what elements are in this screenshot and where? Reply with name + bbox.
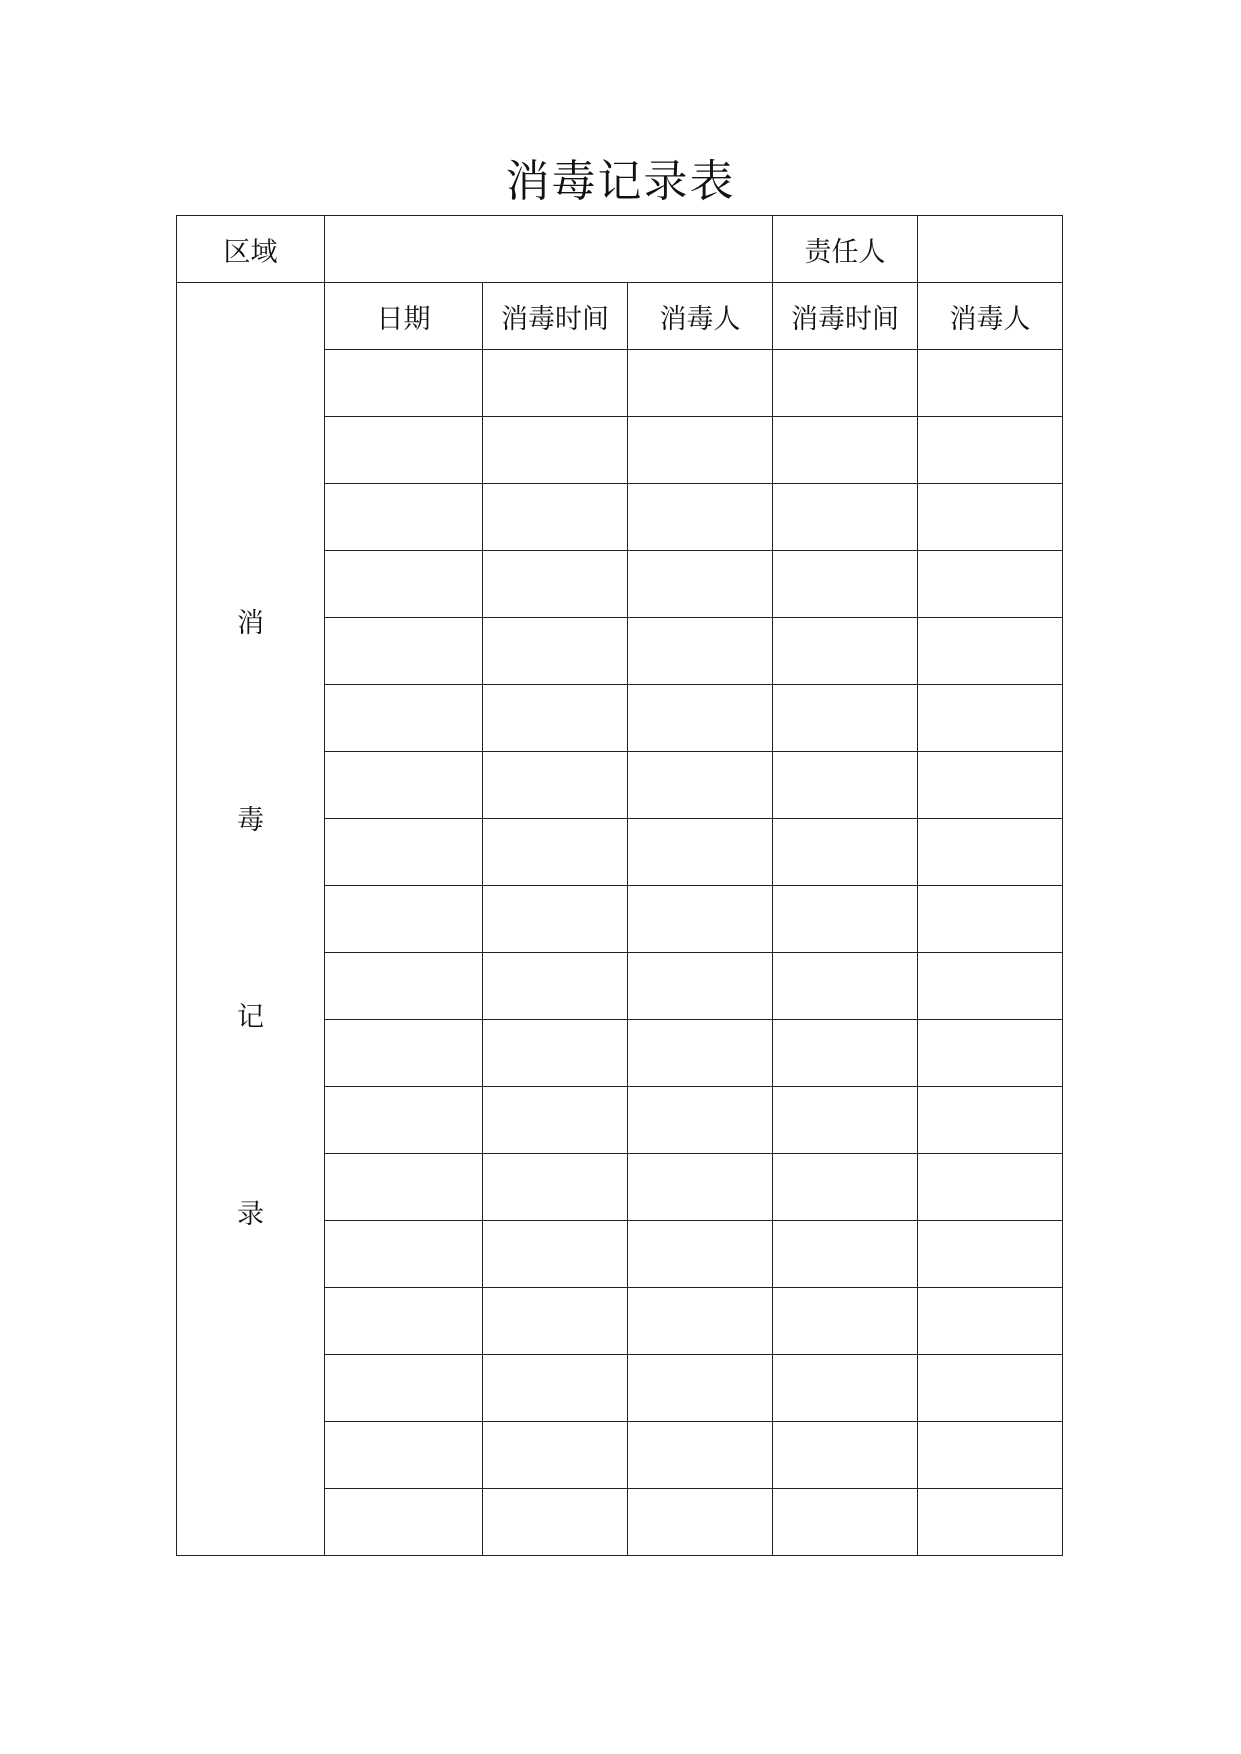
header-info-row [177,216,1063,283]
person-cell[interactable] [918,417,1063,484]
date-cell[interactable] [325,1489,483,1556]
person-cell[interactable] [918,953,1063,1020]
person-cell[interactable] [628,1087,773,1154]
column-header-person: 消毒人 [628,283,773,350]
time-cell[interactable] [483,1221,628,1288]
date-cell[interactable] [325,1288,483,1355]
time-cell[interactable] [483,953,628,1020]
person-cell[interactable] [918,685,1063,752]
time-cell[interactable] [483,551,628,618]
person-cell[interactable] [628,886,773,953]
time-cell[interactable] [483,1154,628,1221]
date-cell[interactable] [325,1355,483,1422]
side-label-char: 记 [237,1001,264,1033]
person-cell[interactable] [628,1489,773,1556]
person-cell[interactable] [918,752,1063,819]
time-cell[interactable] [483,886,628,953]
person-cell[interactable] [918,618,1063,685]
person-cell[interactable] [918,551,1063,618]
column-header-person: 消毒人 [918,283,1063,350]
person-cell[interactable] [628,1154,773,1221]
time-cell[interactable] [773,618,918,685]
person-cell[interactable] [628,685,773,752]
date-cell[interactable] [325,886,483,953]
date-cell[interactable] [325,1221,483,1288]
person-cell[interactable] [628,1020,773,1087]
date-cell[interactable] [325,752,483,819]
date-cell[interactable] [325,618,483,685]
time-cell[interactable] [483,1087,628,1154]
time-cell[interactable] [773,819,918,886]
time-cell[interactable] [483,350,628,417]
time-cell[interactable] [483,1422,628,1489]
time-cell[interactable] [773,752,918,819]
responsible-label: 责任人 [773,216,918,283]
time-cell[interactable] [773,685,918,752]
time-cell[interactable] [773,1154,918,1221]
person-cell[interactable] [918,1288,1063,1355]
time-cell[interactable] [773,1489,918,1556]
person-cell[interactable] [628,484,773,551]
side-label-cell [177,283,325,1556]
person-cell[interactable] [628,752,773,819]
time-cell[interactable] [483,752,628,819]
person-cell[interactable] [918,350,1063,417]
time-cell[interactable] [483,685,628,752]
time-cell[interactable] [483,1489,628,1556]
time-cell[interactable] [483,1355,628,1422]
side-label-char: 毒 [237,804,264,836]
person-cell[interactable] [628,953,773,1020]
person-cell[interactable] [918,484,1063,551]
date-cell[interactable] [325,417,483,484]
date-cell[interactable] [325,1154,483,1221]
person-cell[interactable] [628,1221,773,1288]
person-cell[interactable] [918,1020,1063,1087]
person-cell[interactable] [628,1422,773,1489]
page-title: 消毒记录表 [505,156,736,207]
person-cell[interactable] [918,886,1063,953]
time-cell[interactable] [773,417,918,484]
time-cell[interactable] [773,1422,918,1489]
side-label-char: 消 [237,607,264,639]
person-cell[interactable] [628,618,773,685]
person-cell[interactable] [918,1221,1063,1288]
time-cell[interactable] [773,886,918,953]
time-cell[interactable] [773,484,918,551]
column-header-row [177,283,1063,350]
date-cell[interactable] [325,685,483,752]
person-cell[interactable] [918,1154,1063,1221]
time-cell[interactable] [483,1020,628,1087]
person-cell[interactable] [918,1087,1063,1154]
time-cell[interactable] [483,618,628,685]
disinfection-record-table [176,215,1063,1556]
time-cell[interactable] [773,1087,918,1154]
area-label: 区域 [177,216,325,283]
time-cell[interactable] [773,1221,918,1288]
date-cell[interactable] [325,350,483,417]
time-cell[interactable] [773,551,918,618]
person-cell[interactable] [918,1489,1063,1556]
date-cell[interactable] [325,1422,483,1489]
person-cell[interactable] [918,1355,1063,1422]
person-cell[interactable] [628,551,773,618]
time-cell[interactable] [773,1020,918,1087]
column-header-date: 日期 [325,283,483,350]
person-cell[interactable] [628,1288,773,1355]
time-cell[interactable] [483,1288,628,1355]
date-cell[interactable] [325,1087,483,1154]
person-cell[interactable] [628,1355,773,1422]
area-field[interactable] [325,216,773,283]
person-cell[interactable] [628,350,773,417]
date-cell[interactable] [325,551,483,618]
person-cell[interactable] [918,819,1063,886]
time-cell[interactable] [773,953,918,1020]
time-cell[interactable] [773,1355,918,1422]
time-cell[interactable] [773,1288,918,1355]
date-cell[interactable] [325,819,483,886]
time-cell[interactable] [483,819,628,886]
side-label-char: 录 [237,1198,264,1230]
date-cell[interactable] [325,1020,483,1087]
person-cell[interactable] [918,1422,1063,1489]
person-cell[interactable] [628,417,773,484]
time-cell[interactable] [483,417,628,484]
person-cell[interactable] [628,819,773,886]
responsible-field[interactable] [918,216,1063,283]
date-cell[interactable] [325,953,483,1020]
time-cell[interactable] [483,484,628,551]
column-header-time: 消毒时间 [773,283,918,350]
column-header-time: 消毒时间 [483,283,628,350]
time-cell[interactable] [773,350,918,417]
date-cell[interactable] [325,484,483,551]
